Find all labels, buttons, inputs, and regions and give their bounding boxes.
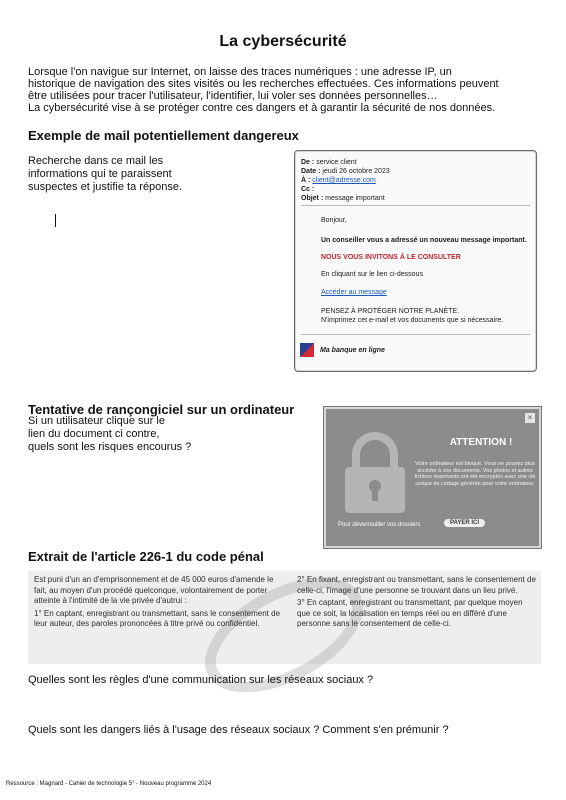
page-footer: Ressource : Magnard - Cahier de technologie 5° - Nouveau programme 2024: [6, 781, 212, 787]
close-icon[interactable]: ×: [525, 413, 535, 423]
question-line: Si un utilisateur clique sur le: [28, 415, 165, 427]
law-paragraph: 3° En captant, enregistrant ou transmettant, par quelque moyen que ce soit, la localisation en temps réel ou en différé d'une personne sans le consentement de celle-ci.: [297, 598, 523, 628]
ransom-question: [28, 415, 228, 454]
question-line: quels sont les risques encourus ?: [28, 441, 192, 453]
to-value: client@adresse.com: [312, 177, 376, 184]
date-value: jeudi 26 octobre 2023: [322, 168, 390, 175]
question-social-rules: Quelles sont les règles d'une communication sur les réseaux sociaux ?: [28, 674, 374, 686]
ransom-footer: Pour déverrouiller vos dossiers: [338, 522, 421, 528]
divider: [301, 334, 530, 335]
email-preview: [294, 150, 537, 372]
law-extract: [28, 571, 541, 664]
to-label: À :: [301, 177, 311, 184]
date-label: Date :: [301, 168, 321, 175]
email-footer-line: N'imprimez cet e-mail et vos documents que si nécessaire.: [321, 317, 504, 324]
question-line: lien du document ci contre,: [28, 428, 160, 440]
mail-instruction: [28, 155, 208, 194]
mail-section-heading: Exemple de mail potentiellement dangereux: [28, 128, 299, 143]
intro-line: être utilisées pour tracer l'utilisateur, l'identifier, lui voler ses données personnelles…: [28, 90, 438, 102]
email-header: [301, 158, 531, 203]
email-call-to-action: NOUS VOUS INVITONS À LE CONSULTER: [321, 254, 461, 261]
law-column-1: [34, 575, 284, 632]
law-section-heading: Extrait de l'article 226-1 du code pénal: [28, 549, 264, 564]
text-cursor: [55, 214, 56, 227]
email-line: Un conseiller vous a adressé un nouveau message important.: [321, 237, 527, 244]
email-greeting: Bonjour,: [321, 217, 347, 224]
subject-label: Objet :: [301, 195, 324, 202]
question-social-dangers: Quels sont les dangers liés à l'usage des réseaux sociaux ? Comment s'en prémunir ?: [28, 724, 449, 736]
from-label: De :: [301, 159, 315, 166]
instruction-line: informations qui te paraissent: [28, 168, 172, 180]
law-paragraph: 2° En fixant, enregistrant ou transmettant, sans le consentement de celle-ci, l'image d'une personne se trouvant dans un lieu privé.: [297, 575, 536, 595]
email-body: [321, 216, 531, 325]
intro-line: La cybersécurité vise à se protéger contre ces dangers et à garantir la sécurité de nos données.: [28, 102, 496, 114]
law-paragraph: 1° En captant, enregistrant ou transmettant, sans le consentement de leur auteur, des paroles prononcées à titre privé ou confidentiel.: [34, 608, 281, 628]
ransom-section-heading: Tentative de rançongiciel sur un ordinateur: [28, 402, 295, 417]
page-title: La cybersécurité: [219, 33, 347, 50]
law-column-2: [297, 575, 537, 632]
bank-name: Ma banque en ligne: [320, 346, 385, 354]
bank-signature: [300, 343, 385, 357]
law-paragraph: Est puni d'un an d'emprisonnement et de 45 000 euros d'amende le fait, au moyen d'un procédé quelconque, volontairement de porter atteinte à l'intimité de la vie privée d'autrui :: [34, 575, 274, 605]
intro-line: Lorsque l'on navigue sur Internet, on laisse des traces numériques : une adresse IP, un: [28, 66, 452, 78]
email-footer-line: PENSEZ À PROTÉGER NOTRE PLANÈTE.: [321, 308, 460, 315]
intro-line: historique de navigation des sites visités ou les recherches effectuées. Ces informations peuvent: [28, 78, 499, 90]
ransom-message: Votre ordinateur est bloqué. Vous ne pouvez plus accéder à vos documents. Vos photos et autres fichiers importants ont été encryptés avec une clé unique de codage générée pour votre ordinateur.: [414, 461, 536, 487]
subject-value: message important: [325, 195, 385, 202]
from-value: service client: [316, 159, 357, 166]
instruction-line: Recherche dans ce mail les: [28, 155, 164, 167]
ransomware-window: [324, 407, 541, 548]
bank-logo-icon: [300, 343, 314, 357]
divider: [301, 205, 530, 206]
email-line: En cliquant sur le lien ci-dessous: [321, 271, 423, 278]
intro-paragraph: [28, 66, 543, 114]
email-suspicious-link[interactable]: Accéder au message: [321, 289, 387, 296]
ransom-title: ATTENTION !: [449, 437, 513, 448]
cc-label: Cc :: [301, 186, 315, 193]
instruction-line: suspectes et justifie ta réponse.: [28, 181, 183, 193]
pay-button[interactable]: PAYER ICI: [444, 519, 485, 527]
padlock-icon: [340, 431, 410, 517]
